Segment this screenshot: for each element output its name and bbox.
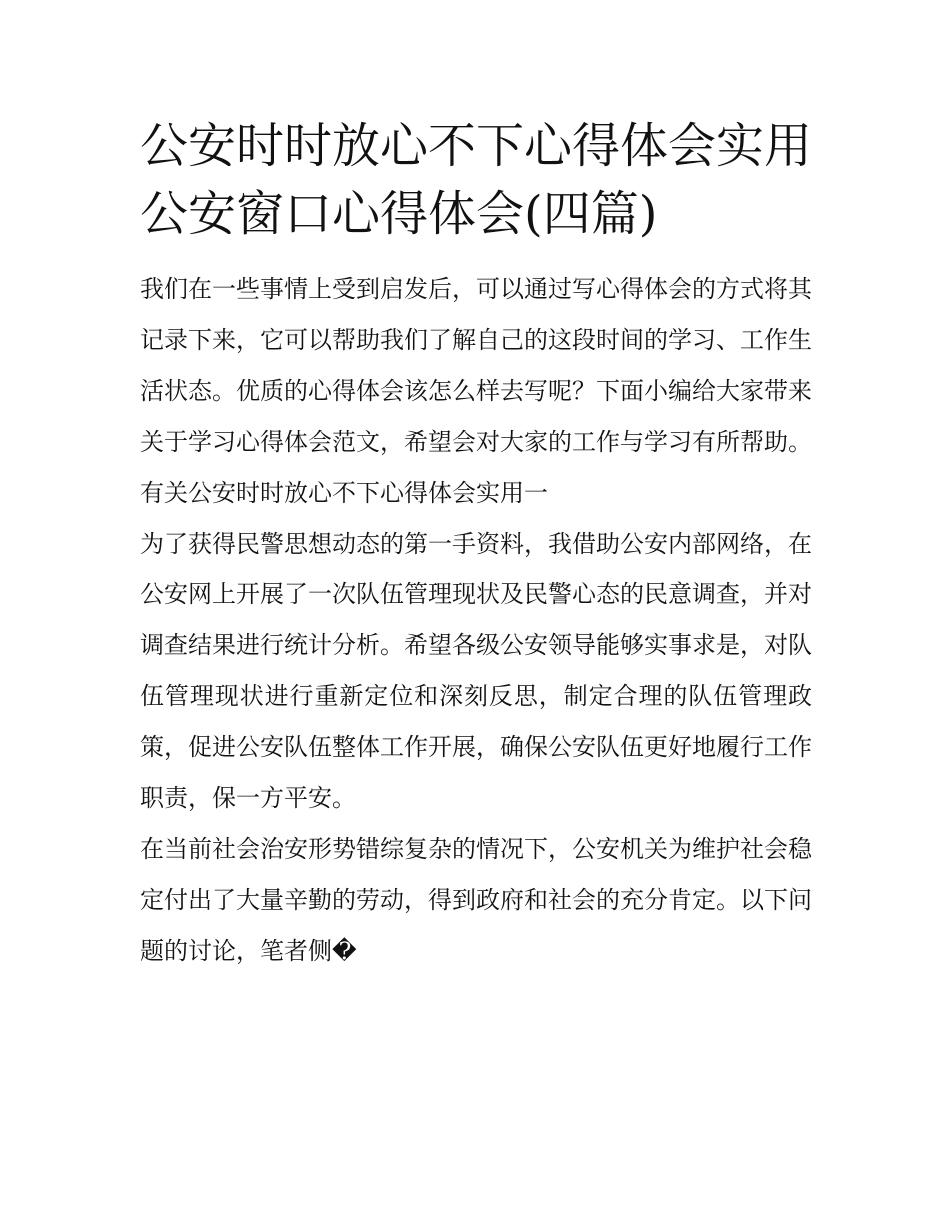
document-page (140, 112, 812, 977)
document-title: 公安时时放心不下心得体会实用 公安窗口心得体会(四篇) (140, 118, 813, 242)
paragraph-intro: 我们在一些事情上受到启发后，可以通过写心得体会的方式将其记录下来，它可以帮助我们了解自己的这段时间的学习、工作生活状态。优质的心得体会该怎么样去写呢？下面小编给大家带来关于学习心得体会范文，希望会对大家的工作与学习有所帮助。 (140, 275, 812, 456)
paragraph-subheading: 有关公安时时放心不下心得体会实用一 (140, 478, 548, 507)
paragraph-survey: 为了获得民警思想动态的第一手资料，我借助公安内部网络，在公安网上开展了一次队伍管理现状及民警心态的民意调查，并对调查结果进行统计分析。希望各级公安领导能够实事求是，对队伍管理现状进行重新定位和深刻反思，制定合理的队伍管理政策，促进公安队伍整体工作开展，确保公安队伍更好地履行工作职责，保一方平安。 (140, 529, 812, 813)
document-body (140, 264, 812, 977)
paragraph-context: 在当前社会治安形势错综复杂的情况下，公安机关为维护社会稳定付出了大量辛勤的劳动，得到政府和社会的充分肯定。以下问题的讨论，笔者侧� (140, 834, 812, 965)
